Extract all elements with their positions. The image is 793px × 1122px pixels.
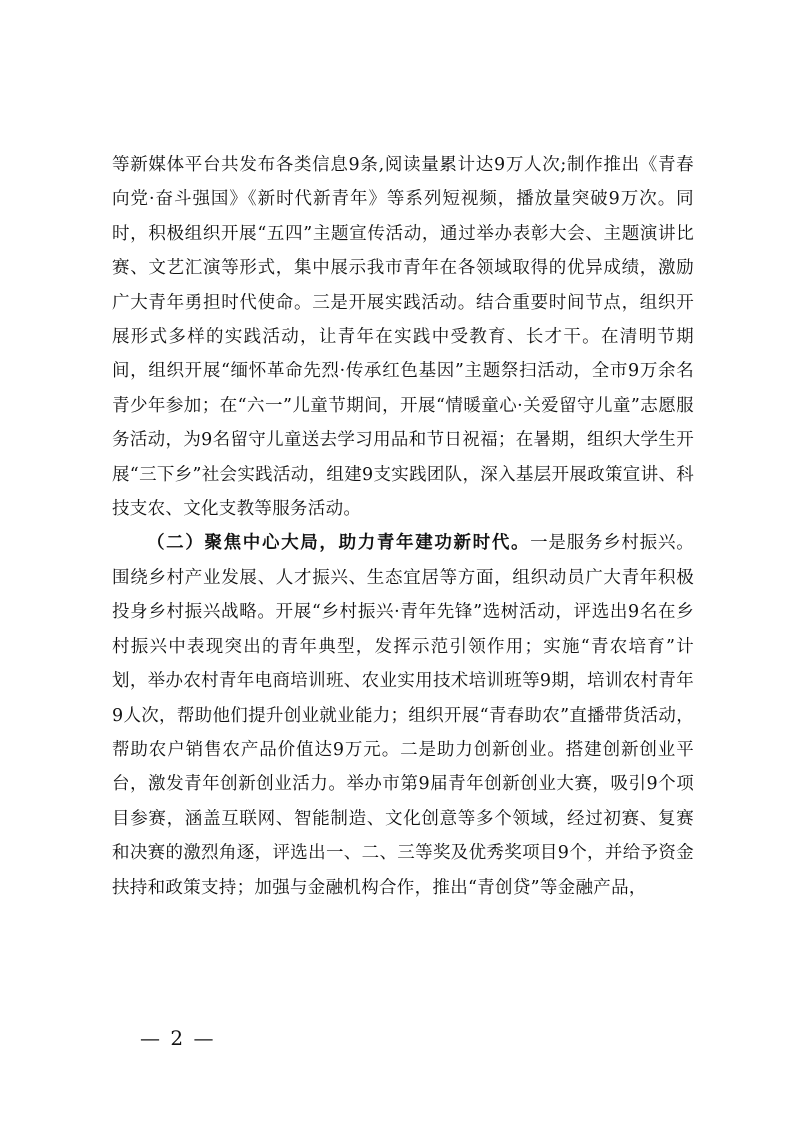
paragraph-continuation (112, 148, 694, 526)
paragraph-section-two (112, 526, 694, 904)
page-number: — 2 — (140, 1026, 216, 1050)
paragraph-text: 一是服务乡村振兴。围绕乡村产业发展、人才振兴、生态宜居等方面，组织动员广大青年积极投身乡村振兴战略。开展“乡村振兴·青年先锋”选树活动，评选出9名在乡村振兴中表现突出的青年典型，发挥示范引领作用；实施“青农培育”计划，举办农村青年电商培训班、农业实用技术培训班等9期，培训农村青年9人次，帮助他们提升创业就业能力；组织开展“青春助农”直播带货活动，帮助农户销售农产品价值达9万元。二是助力创新创业。搭建创新创业平台，激发青年创新创业活力。举办市第9届青年创新创业大赛，吸引9个项目参赛，涵盖互联网、智能制造、文化创意等多个领域，经过初赛、复赛和决赛的激烈角逐，评选出一、二、三等奖及优秀奖项目9个，并给予资金扶持和政策支持；加强与金融机构合作，推出“青创贷”等金融产品， (112, 533, 694, 898)
section-heading-inline: （二）聚焦中心大局，助力青年建功新时代。 (147, 533, 531, 554)
paragraph-text: 等新媒体平台共发布各类信息9条,阅读量累计达9万人次;制作推出《青春向党·奋斗强国》《新时代新青年》等系列短视频，播放量突破9万次。同时，积极组织开展“五四”主题宣传活动，通过举办表彰大会、主题演讲比赛、文艺汇演等形式，集中展示我市青年在各领域取得的优异成绩，激励广大青年勇担时代使命。三是开展实践活动。结合重要时间节点，组织开展形式多样的实践活动，让青年在实践中受教育、长才干。在清明节期间，组织开展“缅怀革命先烈·传承红色基因”主题祭扫活动，全市9万余名青少年参加；在“六一”儿童节期间，开展“情暖童心·关爱留守儿童”志愿服务活动，为9名留守儿童送去学习用品和节日祝福；在暑期，组织大学生开展“三下乡”社会实践活动，组建9支实践团队，深入基层开展政策宣讲、科技支农、文化支教等服务活动。 (112, 155, 694, 520)
document-body (112, 148, 694, 905)
